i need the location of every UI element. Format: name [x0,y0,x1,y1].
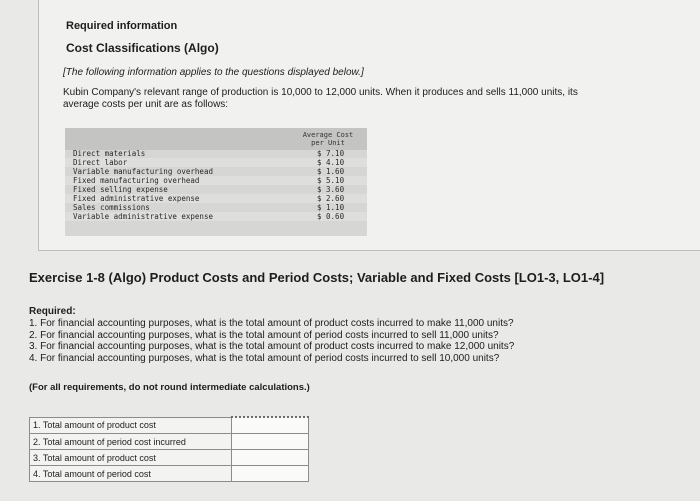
answer-input-period-cost-11000[interactable] [232,434,309,450]
answer-row [30,417,309,434]
cost-value: $ 7.10 [317,149,345,158]
intro-line-2: average costs per unit are as follows: [63,99,229,110]
exercise-title: Exercise 1-8 (Algo) Product Costs and Period Costs; Variable and Fixed Costs [LO1-3, LO1-4] [29,270,605,285]
answer-row [30,450,309,466]
required-label: Required: [29,306,76,317]
question-item: 3. For financial accounting purposes, what is the total amount of product costs incurred to make 12,000 units? [29,341,515,352]
rounding-note: (For all requirements, do not round intermediate calculations.) [29,382,310,393]
cost-value: $ 3.60 [317,185,345,194]
cost-table-header [65,128,367,150]
info-note: [The following information applies to the questions displayed below.] [63,67,364,78]
answer-input-product-cost-11000[interactable] [232,417,309,434]
section-subtitle: Cost Classifications (Algo) [66,41,219,55]
question-item: 1. For financial accounting purposes, what is the total amount of product costs incurred to make 11,000 units? [29,318,514,329]
cost-label: Direct materials [73,149,146,158]
question-list [29,318,514,364]
answer-label: 3. Total amount of product cost [30,450,232,466]
answer-label: 1. Total amount of product cost [30,417,232,434]
intro-line-1: Kubin Company's relevant range of production is 10,000 to 12,000 units. When it produces and sells 11,000 units, its [63,87,578,98]
answer-label: 4. Total amount of period cost [30,466,232,482]
answer-input-product-cost-12000[interactable] [232,450,309,466]
cost-label: Variable manufacturing overhead [73,167,213,176]
cost-value: $ 2.60 [317,194,345,203]
cost-header-line-1: Average Cost [302,131,354,139]
question-item: 2. For financial accounting purposes, what is the total amount of period costs incurred to sell 11,000 units? [29,329,499,341]
cost-value: $ 5.10 [317,176,345,185]
question-item: 4. For financial accounting purposes, what is the total amount of period costs incurred to sell 10,000 units? [29,352,500,364]
answer-row [30,434,309,450]
cost-values [317,149,344,221]
cost-value: $ 1.10 [317,203,345,212]
answer-table [29,416,309,482]
average-cost-table [65,128,367,236]
info-panel [38,0,700,251]
intro-text [63,87,663,111]
cost-labels [73,149,213,221]
cost-label: Fixed manufacturing overhead [73,176,200,185]
cost-label: Direct labor [73,158,128,167]
cost-value: $ 1.60 [317,167,345,176]
cost-header-line-2: per Unit [311,139,345,147]
cost-value: $ 4.10 [317,158,345,167]
cost-label: Fixed selling expense [73,185,168,194]
cost-value: $ 0.60 [317,212,345,221]
answer-label: 2. Total amount of period cost incurred [30,434,232,450]
answer-row [30,466,309,482]
cost-label: Sales commissions [73,203,150,212]
cost-label: Fixed administrative expense [73,194,200,203]
cost-label: Variable administrative expense [73,212,213,221]
answer-input-period-cost-10000[interactable] [232,466,309,482]
required-information-heading: Required information [66,20,178,32]
